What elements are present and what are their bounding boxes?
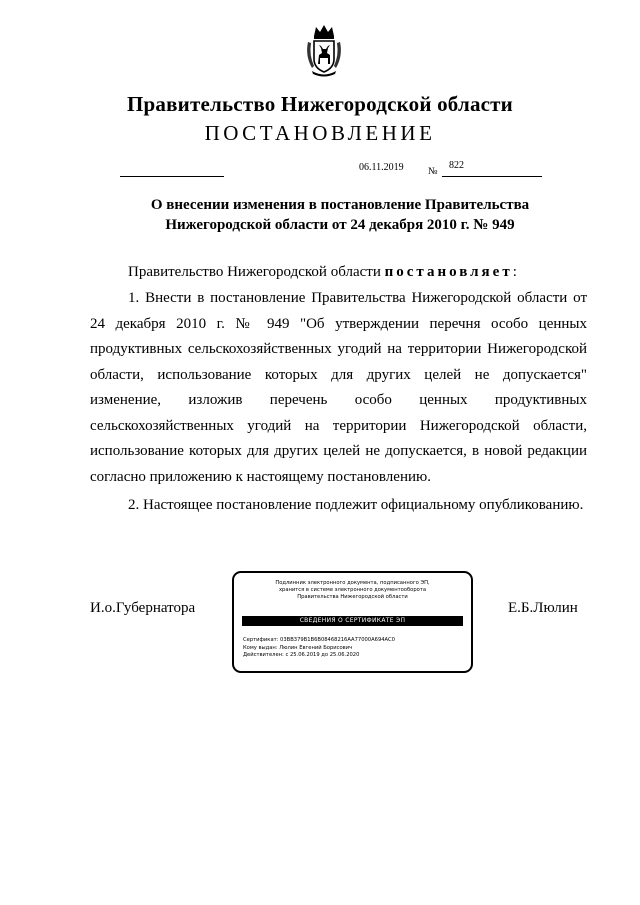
stamp-details — [243, 637, 395, 660]
registration-line-right — [442, 176, 542, 177]
document-type: ПОСТАНОВЛЕНИЕ — [204, 121, 436, 145]
certificate-label: Сертификат: — [243, 637, 279, 643]
electronic-signature-stamp — [232, 571, 473, 673]
intro-prefix: Правительство Нижегородской области — [128, 264, 385, 280]
coat-of-arms-icon — [304, 22, 344, 78]
stamp-certificate-row — [243, 637, 395, 645]
stamp-valid-row — [243, 652, 395, 660]
document-number: 822 — [449, 160, 464, 171]
paragraph-2: 2. Настоящее постановление подлежит официальному опубликованию. — [128, 497, 584, 513]
paragraph-1: 1. Внести в постановление Правительства Нижегородской области от 24 декабря 2010 г. № 949 "Об утверждении перечня особо ценных продуктивных сельскохозяйственных угодий на территории Нижегородской области, использование которых для других целей не допускается" изменение, изложив перечень особо ценных продуктивных сельскохозяйственных угодий на территории Нижегородской области, использование которых для других целей не допускается, в новой редакции согласно приложению к настоящему постановлению. — [90, 290, 587, 485]
valid-label: Действителен: — [243, 652, 284, 658]
organization-name: Правительство Нижегородской области — [127, 92, 513, 116]
intro-resolves: постановляет — [384, 264, 513, 280]
certificate-value: 03BB379B1B6B08468216AA77000A694AC0 — [280, 637, 395, 643]
stamp-header-line: Подлинник электронного документа, подписанного ЭП, — [275, 580, 430, 586]
document-date: 06.11.2019 — [359, 162, 404, 173]
title-line: Нижегородской области от 24 декабря 2010 г. № 949 — [165, 217, 515, 233]
stamp-banner: СВЕДЕНИЯ О СЕРТИФИКАТЕ ЭП — [242, 616, 463, 626]
signatory-position: И.о.Губернатора — [90, 600, 196, 616]
number-sign: № — [428, 166, 438, 177]
stamp-header-line: Правительства Нижегородской области — [297, 594, 408, 600]
intro-suffix: : — [512, 264, 517, 280]
stamp-header — [240, 580, 465, 601]
document-title — [90, 195, 590, 235]
title-line: О внесении изменения в постановление Правительства — [150, 197, 530, 213]
signatory-name: Е.Б.Люлин — [508, 600, 578, 616]
stamp-header-line: хранится в системе электронного документооборота — [278, 587, 427, 593]
issued-to-value: Люлин Евгений Борисович — [279, 644, 353, 651]
issued-to-label: Кому выдан: — [243, 644, 278, 651]
registration-line-left — [120, 176, 224, 177]
valid-value: с 25.06.2019 до 25.06.2020 — [285, 652, 360, 658]
intro-paragraph — [128, 260, 517, 286]
stamp-issued-row — [243, 645, 395, 653]
